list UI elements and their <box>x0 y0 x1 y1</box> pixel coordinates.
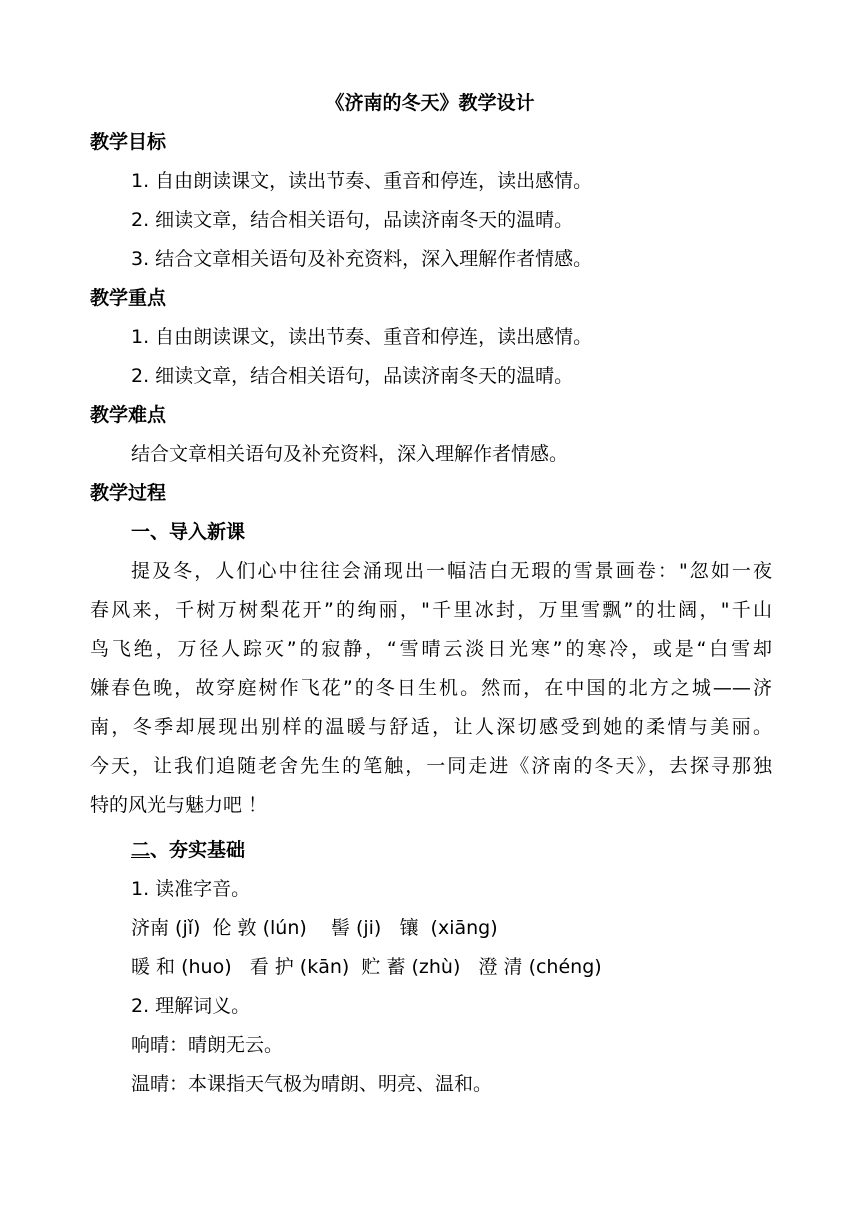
section2-item-1: 1. 读准字音。 <box>131 878 251 900</box>
section2-heading <box>131 837 245 863</box>
intro-line-5: 南，冬季却展现出别样的温暖与舒适，让人深切感受到她的柔情与美丽。 <box>90 716 772 738</box>
intro-line-7: 特的风光与魅力吧 ！ <box>90 794 268 816</box>
key-points-heading: 教学重点 <box>90 287 167 309</box>
section1-heading: 一、导入新课 <box>131 521 246 543</box>
key-point-item-2: 2. 细读文章，结合相关语句，品读济南冬天的温晴。 <box>131 365 574 387</box>
key-point-item-1: 1. 自由朗读课文，读出节奏、重音和停连，读出感情。 <box>131 326 593 348</box>
goals-heading: 教学目标 <box>90 131 167 153</box>
intro-line-1: 提及冬，人们心中往往会涌现出一幅洁白无瑕的雪景画卷："忽如一夜 <box>131 560 772 582</box>
goal-item-1: 1. 自由朗读课文，读出节奏、重音和停连，读出感情。 <box>131 170 593 192</box>
intro-line-6: 今天，让我们追随老舍先生的笔触，一同走进《济南的冬天》，去探寻那独 <box>90 755 772 777</box>
definition-2: 温晴：本课指天气极为晴朗、明亮、温和。 <box>131 1073 493 1095</box>
pinyin-line-2: 暖 和 (huo) 看 护 (kān) 贮 蓄 (zhù) 澄 清 (chéng) <box>131 956 602 978</box>
intro-paragraph <box>90 558 780 831</box>
intro-line-4: 嫌春色晚，故穿庭树作飞花”的冬日生机。然而，在中国的北方之城——济 <box>90 677 772 699</box>
goal-item-3: 3. 结合文章相关语句及补充资料，深入理解作者情感。 <box>131 248 593 270</box>
section2-heading-number: 二 <box>131 839 151 861</box>
document-title: 《济南的冬天》教学设计 <box>325 92 535 114</box>
intro-line-3: 鸟飞绝，万径人踪灭”的寂静，“雪晴云淡日光寒”的寒冷，或是“白雪却 <box>90 638 772 660</box>
difficulty-text: 结合文章相关语句及补充资料，深入理解作者情感。 <box>131 443 569 465</box>
definition-1: 响晴：晴朗无云。 <box>131 1034 284 1056</box>
goal-item-2: 2. 细读文章，结合相关语句，品读济南冬天的温晴。 <box>131 209 574 231</box>
section2-heading-text: 、夯实基础 <box>150 839 246 861</box>
difficulty-heading: 教学难点 <box>90 404 167 426</box>
section2-item-2: 2. 理解词义。 <box>131 995 251 1017</box>
process-heading: 教学过程 <box>90 482 167 504</box>
intro-line-2: 春风来，千树万树梨花开”的绚丽，"千里冰封，万里雪飘”的壮阔，"千山 <box>90 599 772 621</box>
pinyin-line-1: 济南 (jǐ) 伦 敦 (lún) 髻 (ji) 镶 (xiāng) <box>131 917 498 939</box>
